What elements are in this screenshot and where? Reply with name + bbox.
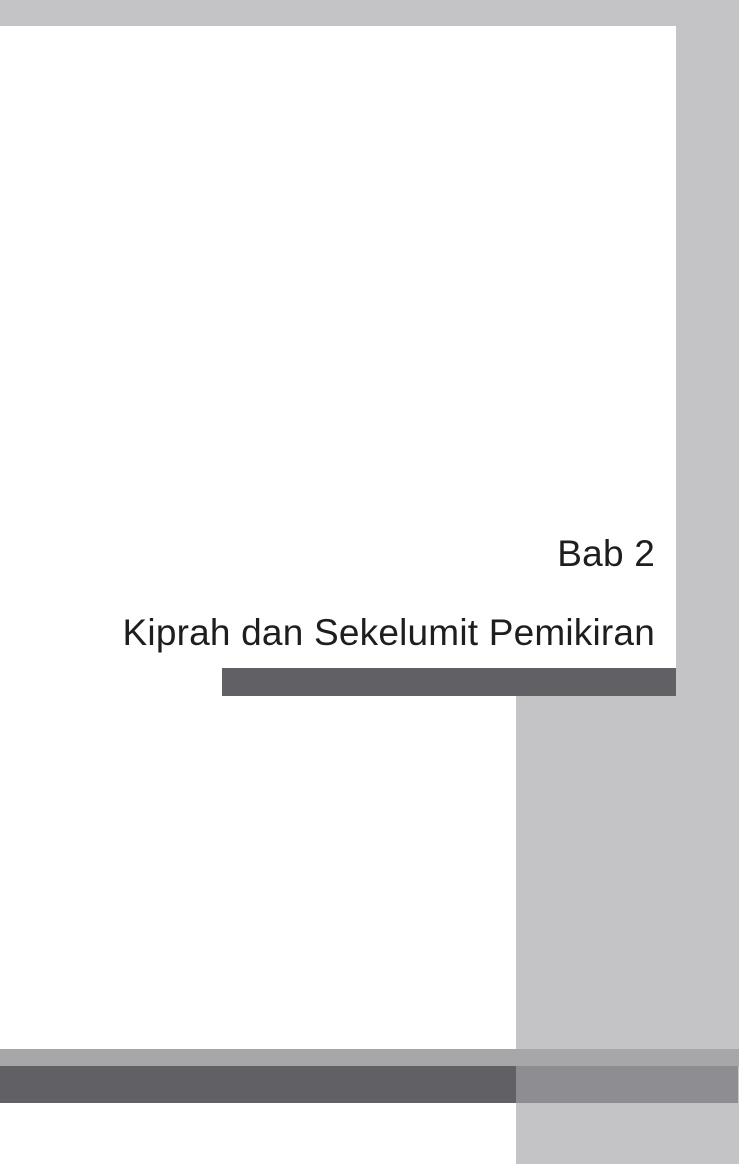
top-decorative-band — [0, 0, 739, 26]
title-underline-bar — [222, 668, 676, 696]
chapter-title: Kiprah dan Sekelumit Pemikiran — [122, 612, 655, 653]
bottom-light-band — [0, 1049, 739, 1066]
bottom-dark-band-left — [0, 1066, 516, 1103]
chapter-number: Bab 2 — [557, 533, 655, 574]
bottom-dark-band-right — [516, 1066, 738, 1103]
